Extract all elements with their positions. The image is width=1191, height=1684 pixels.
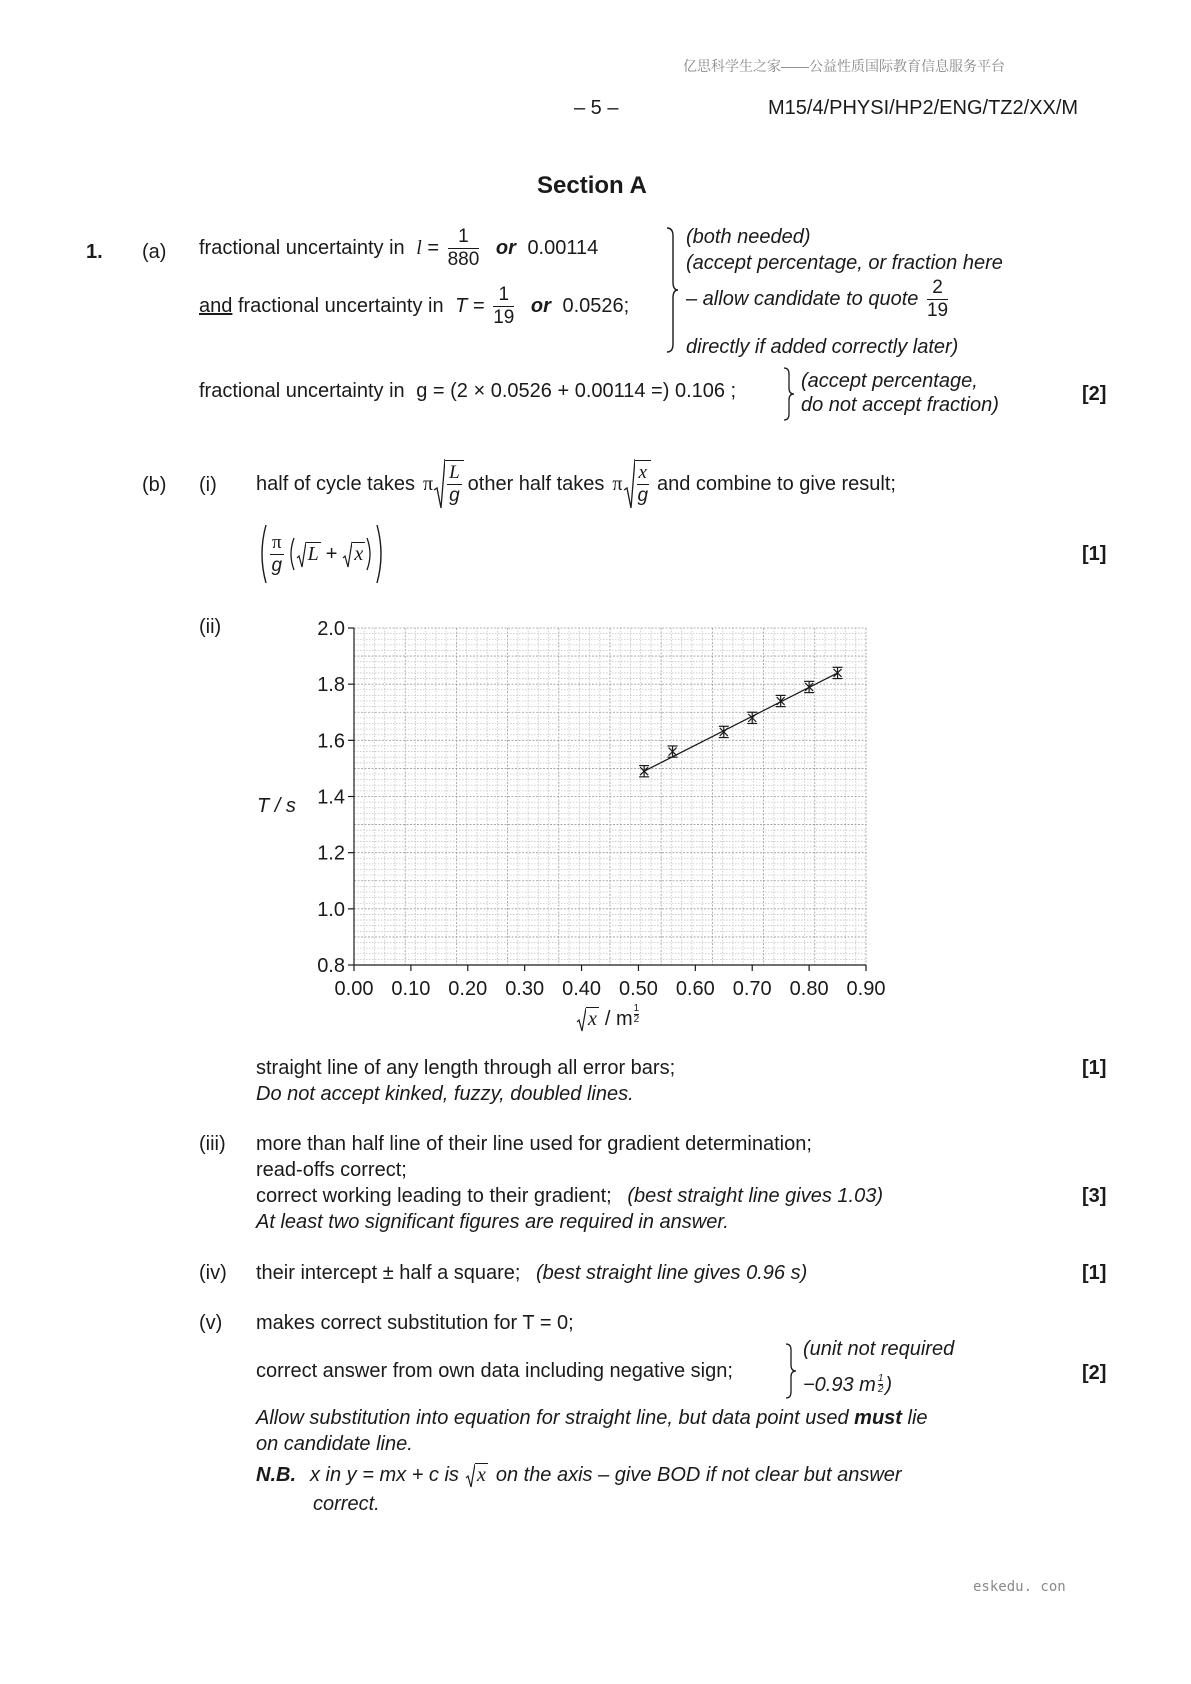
brace-icon [664,226,680,354]
x-tick-label: 0.80 [789,978,829,1000]
y-tick-label: 1.0 [317,898,345,921]
x-tick-label: 0.70 [732,978,772,1000]
part-b-v-line-1: makes correct substitution for T = 0; [256,1312,574,1334]
part-b-iv-line: their intercept ± half a square; (best straight line gives 0.96 s) [256,1262,808,1284]
part-b-v-line-4: on candidate line. [256,1433,413,1455]
part-b-v-nb: N.B. x in y = mx + c is x on the axis – give BOD if not clear but answer [256,1463,902,1486]
part-b-i-label: (i) [199,474,217,496]
part-a-label: (a) [142,241,167,263]
x-tick-label: 0.10 [391,978,431,1000]
y-tick-label: 1.6 [317,730,345,753]
part-b-v-note-2: −0.93 m 1 2 ) [803,1373,893,1396]
part-a-line-3: fractional uncertainty in g = (2 × 0.0526 + 0.00114 =) 0.106 ; [199,380,737,402]
paper-code: M15/4/PHYSI/HP2/ENG/TZ2/XX/M [768,97,1079,119]
part-b-iii-marks: [3] [1082,1185,1107,1207]
part-a-note-2: (accept percentage, or fraction here [686,252,1003,274]
brace-icon [782,366,796,422]
x-tick-label: 0.60 [675,978,715,1000]
part-b-ii-label: (ii) [199,616,222,638]
part-b-iii-line-1: more than half line of their line used for gradient determination; [256,1133,812,1155]
y-tick-label: 1.4 [317,786,345,809]
x-tick-label: 0.30 [505,978,545,1000]
part-b-v-label: (v) [199,1312,223,1334]
part-a-marks: [2] [1082,383,1107,405]
x-tick-label: 0.40 [562,978,602,1000]
part-b-ii-note-2: Do not accept kinked, fuzzy, doubled lines. [256,1083,634,1105]
y-tick-label: 1.8 [317,674,345,697]
x-tick-label: 0.00 [334,978,374,1000]
part-b-v-line-2: correct answer from own data including negative sign; [256,1360,733,1382]
page-number: – 5 – [574,97,619,119]
part-b-i-marks: [1] [1082,543,1107,565]
part-b-iv-label: (iv) [199,1262,227,1284]
part-b-iii-label: (iii) [199,1133,226,1155]
y-axis-label: T / s [257,795,296,817]
part-a-note-1: (both needed) [686,226,811,248]
part-a-line-1: fractional uncertainty in l = $\frac{1}{880}$ or 0.00114 [199,226,599,270]
part-b-v-line-3: Allow substitution into equation for straight line, but data point used must lie [256,1407,928,1429]
part-b-i-formula: $\frac{\pi}{g}$ L + x [256,522,387,586]
chart [296,608,916,1038]
part-a-note-4: directly if added correctly later) [686,336,959,358]
section-title: Section A [537,172,647,199]
part-b-v-nb-line-2: correct. [313,1493,380,1515]
part-b-ii-note-1: straight line of any length through all error bars; [256,1057,676,1079]
part-a-note-3: – allow candidate to quote $\frac{2}{19}$ [686,277,949,321]
part-b-ii-marks: [1] [1082,1057,1107,1079]
x-tick-label: 0.20 [448,978,488,1000]
question-number: 1. [86,241,103,263]
part-a-line-2: and fractional uncertainty in T = $\frac{1}{19}$ or 0.0526; [199,284,630,328]
x-axis-label: x / m 1 2 [576,1006,639,1032]
y-tick-label: 0.8 [317,955,345,977]
header-site-text: 亿思科学生之家——公益性质国际教育信息服务平台 [683,58,1005,74]
part-b-iii-line-3: correct working leading to their gradient; (best straight line gives 1.03) [256,1185,883,1207]
part-a-note-5: (accept percentage, [801,370,978,392]
part-b-v-marks: [2] [1082,1362,1107,1384]
part-b-i-line: half of cycle takes π $\frac{L}{g}$ other half takes π $\frac{x}{g}$ and combine to give result; [256,454,896,514]
footer-site: eskedu. con [973,1579,1066,1595]
part-b-iii-line-4: At least two significant figures are required in answer. [256,1211,729,1233]
part-a-note-6: do not accept fraction) [801,394,999,416]
part-b-label: (b) [142,474,167,496]
brace-icon [784,1342,798,1400]
x-tick-label: 0.50 [618,978,658,1000]
part-b-iv-marks: [1] [1082,1262,1107,1284]
y-tick-label: 1.2 [317,842,345,865]
part-b-iii-line-2: read-offs correct; [256,1159,407,1181]
part-b-v-note-1: (unit not required [803,1338,955,1360]
y-tick-label: 2.0 [317,618,345,640]
x-tick-label: 0.90 [846,978,886,1000]
